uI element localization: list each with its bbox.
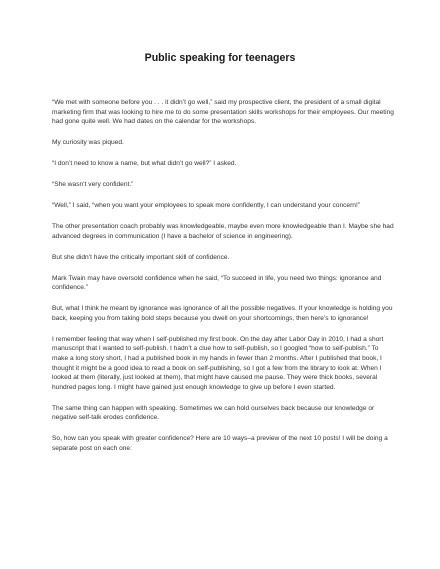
paragraph: I remember feeling that way when I self-published my first book. On the day after Labor Day in 2010, I had a short manuscript that I wanted to self-publish. I hadn’t a clue how to self-publish, so I googled “how to self-publish.” To make a long story short, I had a published book in my hands in fewer than 2 months. After I published that book, I thought it might be a good idea to read a book on self-publishing, so I got a few from the library to look at. When I looked at them (literally, just looked at them), that might have caused me pause. They were thick books, several hundred pages long. I might have gained just enough knowledge to give up before I even started.: [52, 335, 384, 391]
paragraph: So, how can you speak with greater confidence? Here are 10 ways–a preview of the next 10 posts! I will be doing a separate post on each one:: [52, 435, 388, 452]
paragraph: Mark Twain may have oversold confidence when he said, “To succeed in life, you need two things: ignorance and confidence.”: [52, 274, 382, 292]
document-title: Public speaking for teenagers: [144, 52, 296, 64]
paragraph: “I don’t need to know a name, but what didn’t go well?” I asked.: [52, 160, 237, 168]
paragraph: The other presentation coach probably was knowledgeable, maybe even more knowledgeable than I. Maybe she had advanced degrees in communication (I have a bachelor of science in engineering).: [52, 223, 394, 240]
paragraph: My curiosity was piqued.: [52, 139, 124, 147]
paragraph: “Well,” I said, “when you want your employees to speak more confidently, I can understand your concern!”: [52, 202, 360, 210]
document-body: [52, 98, 394, 465]
paragraph: “She wasn’t very confident.”: [52, 181, 134, 189]
paragraph: But, what I think he meant by ignorance was ignorance of all the possible negatives. If your knowledge is holding you back, keeping you from taking bold steps because you dwell on your shortcomings, then here’s to ignorance!: [52, 305, 393, 322]
paragraph: The same thing can happen with speaking. Sometimes we can hold ourselves back because our knowledge or negative self-talk erodes confidence.: [52, 404, 375, 422]
paragraph: But she didn’t have the critically important skill of confidence.: [52, 253, 230, 261]
paragraph: “We met with someone before you . . . it didn’t go well,” said my prospective client, the president of a small digital marketing firm that was looking to hire me to do some presentation skills workshops for their employees. Our meeting had gone quite well. We had dates on the calendar for the workshops.: [52, 99, 394, 126]
